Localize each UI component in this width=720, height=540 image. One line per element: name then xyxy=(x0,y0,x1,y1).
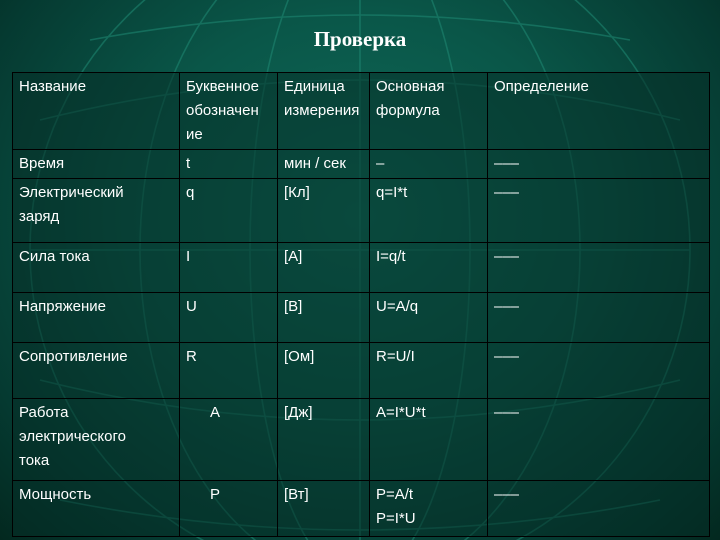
row-name: Напряжение xyxy=(19,298,106,315)
row-formula: A=I*U*t xyxy=(376,404,426,421)
header-name: Название xyxy=(13,73,180,150)
row-definition: ––– xyxy=(488,293,710,343)
row-definition: ––– xyxy=(488,343,710,399)
row-formula: P=I*U xyxy=(376,510,416,527)
row-name: тока xyxy=(19,452,50,469)
row-formula: U=A/q xyxy=(376,298,419,315)
row-name: Время xyxy=(19,155,65,172)
row-name: Электрический xyxy=(19,184,124,201)
row-name: Сила тока xyxy=(19,248,90,265)
table-row xyxy=(13,343,710,399)
physics-quantities-table xyxy=(12,72,710,537)
header-symbol: Буквенное обозначен ие xyxy=(180,73,278,150)
row-unit: мин / сек xyxy=(278,150,370,179)
table-header-row xyxy=(13,73,710,150)
row-unit: [Ом] xyxy=(278,343,370,399)
header-definition: Определение xyxy=(488,73,710,150)
row-symbol: U xyxy=(180,293,278,343)
row-unit: [Вт] xyxy=(278,481,370,537)
row-definition: ––– xyxy=(488,179,710,243)
row-symbol: q xyxy=(180,179,278,243)
row-definition: ––– xyxy=(488,243,710,293)
row-unit: [Дж] xyxy=(278,399,370,481)
table-row xyxy=(13,150,710,179)
row-name: Работа xyxy=(19,404,69,421)
table-row xyxy=(13,179,710,243)
row-name: Сопротивление xyxy=(19,348,128,365)
row-name: электрического xyxy=(19,428,126,445)
row-name: заряд xyxy=(19,208,60,225)
row-symbol: R xyxy=(180,343,278,399)
row-formula: q=I*t xyxy=(376,184,408,201)
row-symbol: P xyxy=(180,481,278,537)
row-formula: I=q/t xyxy=(376,248,406,265)
header-formula: Основная формула xyxy=(370,73,488,150)
table-row xyxy=(13,243,710,293)
row-formula: R=U/I xyxy=(376,348,415,365)
row-symbol: I xyxy=(180,243,278,293)
row-name: Мощность xyxy=(19,486,92,503)
row-unit: [В] xyxy=(278,293,370,343)
header-unit: Единица измерения xyxy=(278,73,370,150)
table-row xyxy=(13,481,710,537)
row-formula: P=A/t xyxy=(376,486,414,503)
row-definition: ––– xyxy=(488,150,710,179)
row-symbol: t xyxy=(180,150,278,179)
row-definition: ––– xyxy=(488,481,710,537)
table-row xyxy=(13,293,710,343)
row-formula: – xyxy=(376,155,385,172)
row-symbol: A xyxy=(180,399,278,481)
table-row xyxy=(13,399,710,481)
row-unit: [А] xyxy=(278,243,370,293)
slide-title: Проверка xyxy=(313,27,407,51)
row-unit: [Кл] xyxy=(278,179,370,243)
row-definition: ––– xyxy=(488,399,710,481)
